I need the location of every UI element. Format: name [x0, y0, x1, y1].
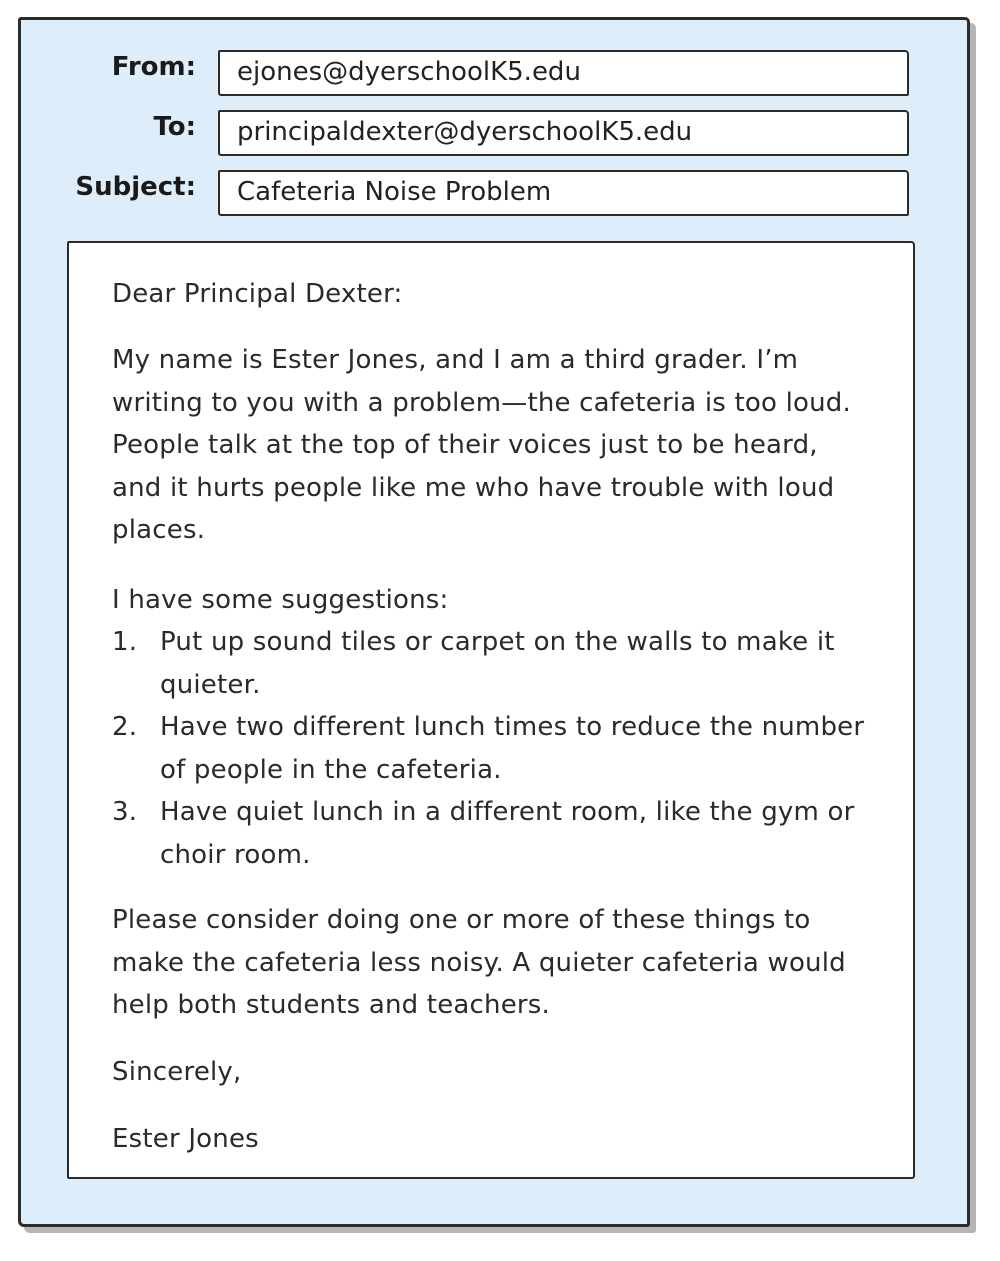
- signature: Ester Jones: [112, 1124, 259, 1154]
- suggestions-intro: I have some suggestions:: [112, 585, 449, 615]
- list-text: Put up sound tiles or carpet on the walls to make it quieter.: [160, 627, 835, 700]
- list-number: 3.: [112, 797, 138, 827]
- subject-field[interactable]: Cafeteria Noise Problem: [218, 170, 909, 216]
- paragraph-intro: My name is Ester Jones, and I am a third grader. I’m writing to you with a problem—the cafeteria is too loud. People talk at the top of their voices just to be heard, and it hurts people like me who have trouble with loud places.: [112, 345, 851, 545]
- list-number: 2.: [112, 712, 138, 742]
- from-field[interactable]: ejones@dyerschoolK5.edu: [218, 50, 909, 96]
- to-field[interactable]: principaldexter@dyerschoolK5.edu: [218, 110, 909, 156]
- list-text: Have quiet lunch in a different room, like the gym or choir room.: [160, 797, 855, 870]
- subject-label: Subject:: [75, 172, 196, 202]
- list-number: 1.: [112, 627, 138, 657]
- list-text: Have two different lunch times to reduce the number of people in the cafeteria.: [160, 712, 865, 785]
- greeting: Dear Principal Dexter:: [112, 279, 403, 309]
- closing: Sincerely,: [112, 1057, 242, 1087]
- paragraph-closing: Please consider doing one or more of these things to make the cafeteria less noisy. A quieter cafeteria would help both students and teachers.: [112, 905, 846, 1020]
- from-label: From:: [111, 52, 196, 82]
- to-label: To:: [153, 112, 196, 142]
